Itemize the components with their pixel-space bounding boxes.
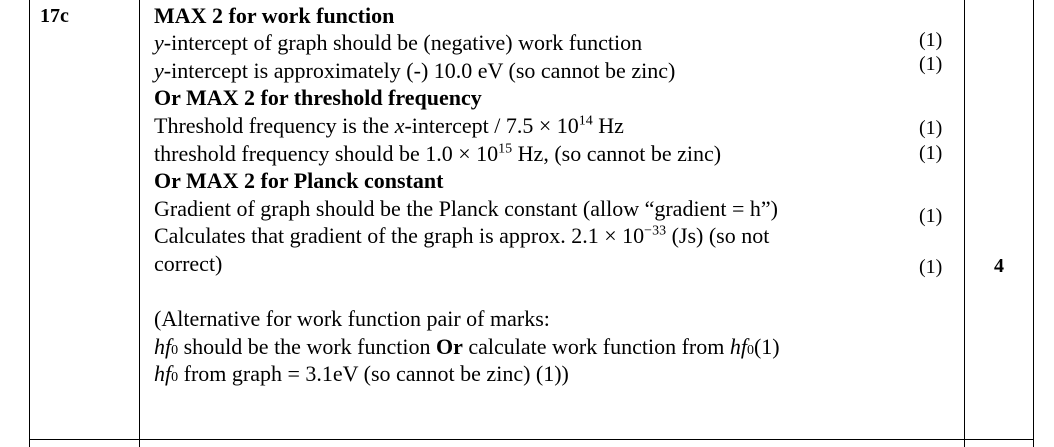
threshold-line-2: threshold frequency should be $1.0 \times 10^{15}$ Hz, (so cannot be zinc) bbox=[154, 141, 722, 166]
work-function-heading: MAX 2 for work function bbox=[154, 3, 395, 28]
row-bottom-border bbox=[29, 439, 1034, 440]
threshold-heading: Or MAX 2 for threshold frequency bbox=[154, 85, 482, 110]
mark-1: (1) bbox=[919, 29, 943, 51]
alternative-line-1: (Alternative for work function pair of marks: bbox=[154, 306, 550, 331]
mark-6: (1) bbox=[919, 256, 943, 278]
alternative-line-3: hf0 from graph = 3.1eV (so cannot be zinc) (1)) bbox=[154, 361, 569, 386]
question-column-divider bbox=[139, 0, 140, 447]
work-function-line-2: y-intercept is approximately (-) 10.0 eV (so cannot be zinc) bbox=[154, 58, 676, 83]
alternative-line-2: hf0 should be the work function Or calculate work function from hf0(1) bbox=[154, 334, 780, 359]
planck-heading: Or MAX 2 for Planck constant bbox=[154, 168, 444, 193]
mark-4: (1) bbox=[919, 142, 943, 164]
question-number: 17c bbox=[40, 5, 69, 27]
planck-line-3: correct) bbox=[154, 251, 223, 276]
mark-5: (1) bbox=[919, 205, 943, 227]
mark-3: (1) bbox=[919, 117, 943, 139]
planck-line-1: Gradient of graph should be the Planck constant (allow “gradient = h”) bbox=[154, 196, 778, 221]
threshold-line-1: Threshold frequency is the x-intercept / $7.5 \times 10^{14}$ Hz bbox=[154, 113, 624, 138]
table-left-border bbox=[29, 0, 30, 447]
table-right-border bbox=[1033, 0, 1034, 447]
work-function-line-1: y-intercept of graph should be (negative) work function bbox=[154, 30, 643, 55]
total-marks: 4 bbox=[994, 255, 1004, 277]
marks-column-divider bbox=[964, 0, 965, 447]
mark-2: (1) bbox=[919, 53, 943, 75]
planck-line-2: Calculates that gradient of the graph is approx. $2.1 \times 10^{-33}$ (Js) (so not bbox=[154, 223, 770, 248]
